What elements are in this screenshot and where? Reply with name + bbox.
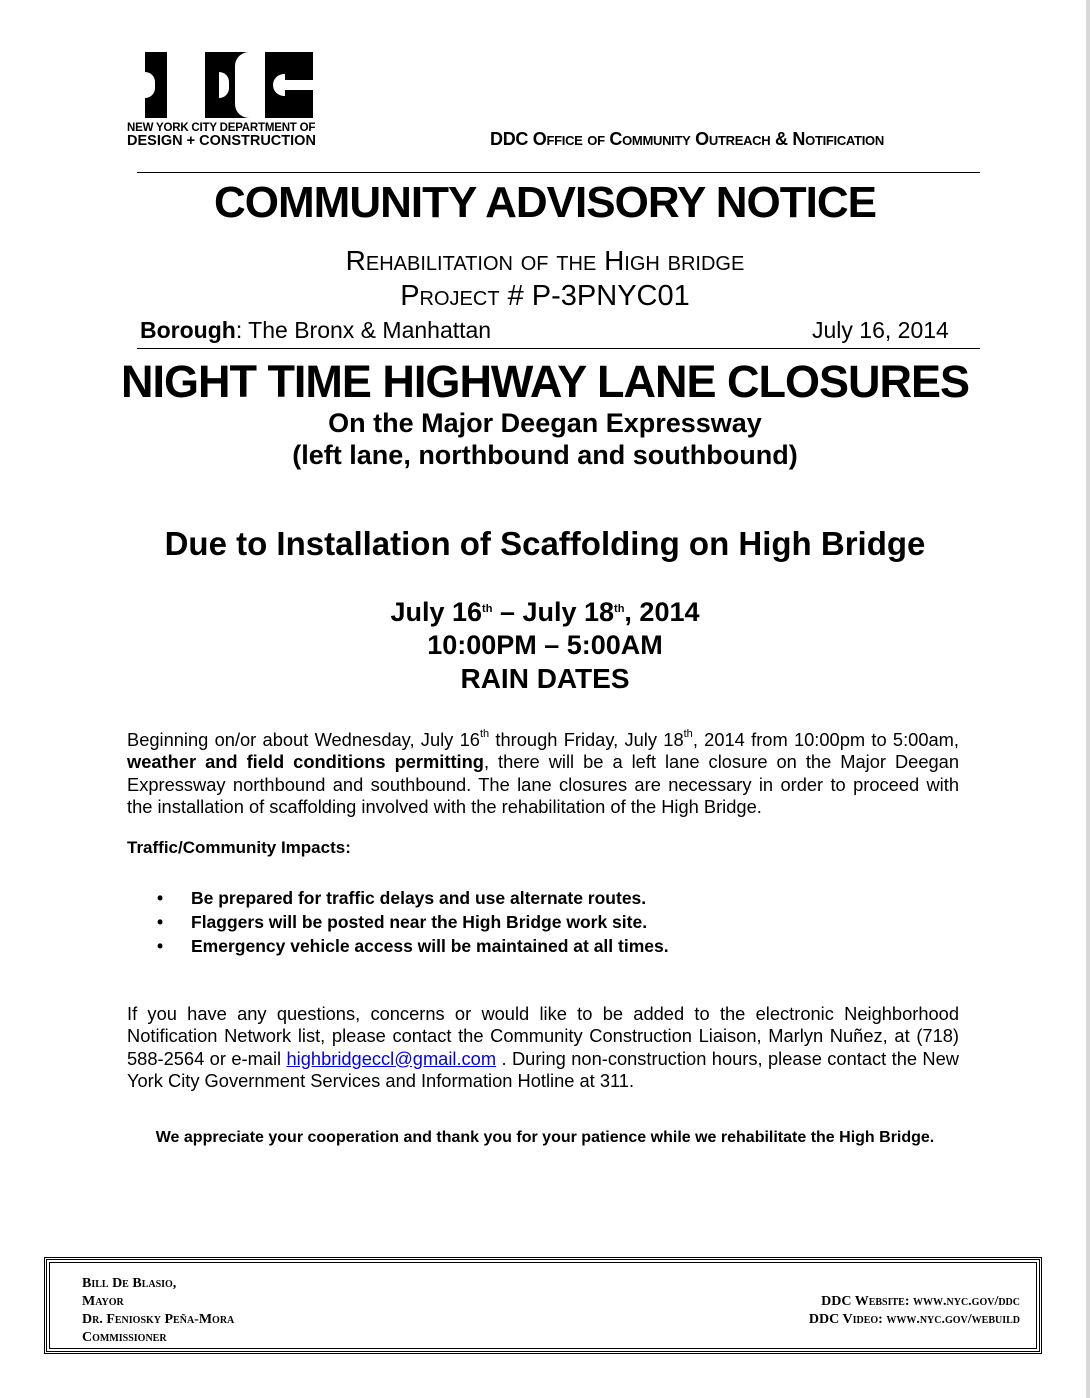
notice-title: COMMUNITY ADVISORY NOTICE <box>214 178 876 227</box>
logo-letter-d2 <box>191 52 249 118</box>
ddc-logo <box>127 52 322 152</box>
impacts-list <box>157 886 669 958</box>
office-name: DDC Office of Community Outreach & Notification <box>490 129 884 149</box>
logo-letter-d1 <box>127 52 185 118</box>
date-range: July 16th – July 18th, 2014 <box>390 597 700 627</box>
logo-text <box>127 122 322 149</box>
subheadline-lanes: (left lane, northbound and southbound) <box>292 440 798 470</box>
website-link[interactable]: DDC Website: www.nyc.gov/ddc <box>821 1294 1020 1309</box>
headline: NIGHT TIME HIGHWAY LANE CLOSURES <box>120 356 970 407</box>
notice-date: July 16, 2014 <box>812 317 949 343</box>
logo-mark <box>127 52 322 118</box>
list-item: • Be prepared for traffic delays and use alternate routes. <box>157 888 647 908</box>
list-item: • Emergency vehicle access will be maintained at all times. <box>157 936 669 956</box>
borough <box>140 317 491 344</box>
divider <box>137 172 980 173</box>
reason-heading: Due to Installation of Scaffolding on High Bridge <box>164 525 926 562</box>
contact-paragraph: If you have any questions, concerns or would like to be added to the electronic Neighborhood Notification Network list, please contact the Community Construction Liaison, Marlyn Nuñez, at (718) 588-2564 or e-mail highbridgeccl@gmail.com . During non-construction hours, please contact the New York City Government Services and Information Hotline at 311. <box>127 1003 959 1091</box>
video-link[interactable]: DDC Video: www.nyc.gov/webuild <box>808 1312 1020 1327</box>
borough-label: Borough <box>140 317 236 343</box>
email-link[interactable]: highbridgeccl@gmail.com <box>286 1047 497 1069</box>
logo-line-2: DESIGN + CONSTRUCTION <box>127 133 316 149</box>
list-item: • Flaggers will be posted near the High Bridge work site. <box>157 912 648 932</box>
project-number: Project # P-3PNYC01 <box>400 280 690 312</box>
borough-value: : The Bronx & Manhattan <box>235 317 492 343</box>
time-range: 10:00PM – 5:00AM <box>427 630 663 660</box>
intro-paragraph: Beginning on/or about Wednesday, July 16th through Friday, July 18th, 2014 from 10:00pm to 5:00am, weather and field conditions permitting, there will be a left lane closure on the Major Deegan Expressway northbound and southbound. The lane closures are necessary in order to proceed with the installation of scaffolding involved with the rehabilitation of the High Bridge. <box>127 728 959 817</box>
divider <box>137 348 980 349</box>
logo-letter-c <box>255 52 313 118</box>
impacts-heading: Traffic/Community Impacts: <box>127 838 351 857</box>
project-name: Rehabilitation of the High bridge <box>345 245 745 276</box>
subheadline-location: On the Major Deegan Expressway <box>328 408 762 438</box>
logo-line-1: NEW YORK CITY DEPARTMENT OF <box>127 122 316 134</box>
rain-dates: RAIN DATES <box>460 663 630 694</box>
thanks-line: We appreciate your cooperation and thank you for your patience while we rehabilitate the High Bridge. <box>155 1129 935 1146</box>
footer-officials: Bill De Blasio, Mayor Dr. Feniosky Peña-Mora Commissioner <box>82 1276 235 1345</box>
footer-links <box>809 1293 1020 1329</box>
footer-box <box>44 1257 1042 1354</box>
